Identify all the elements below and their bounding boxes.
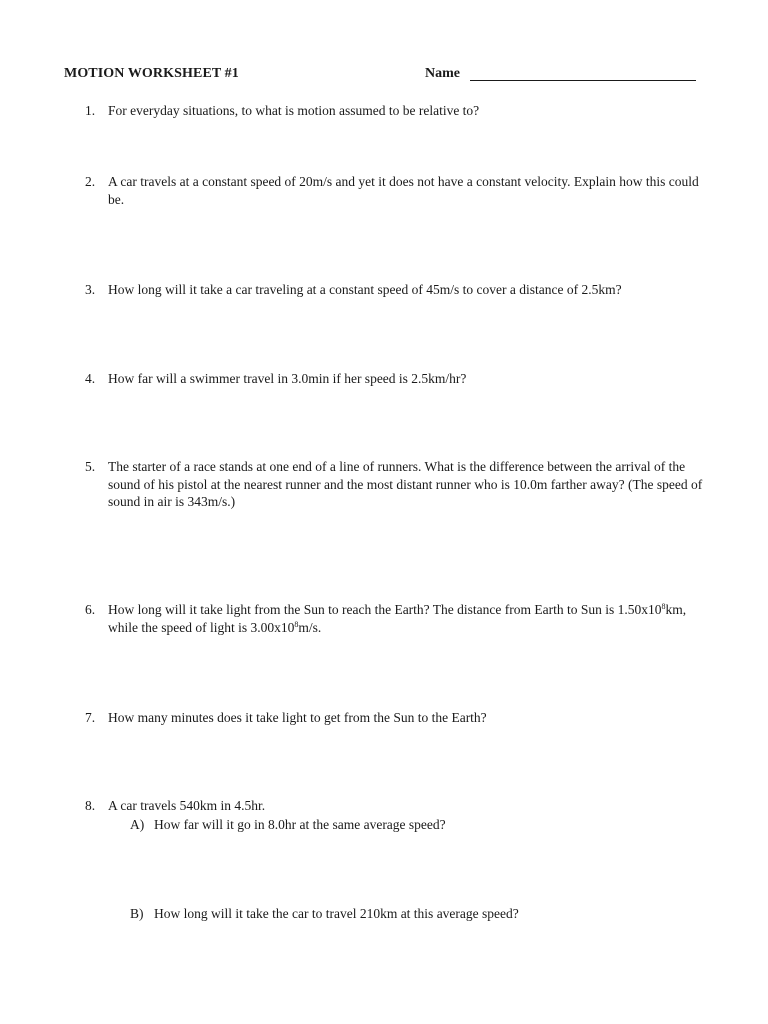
question-text: A car travels 540km in 4.5hr.	[108, 798, 266, 813]
question-text-part: km, while the speed of light is 3.00x10	[108, 602, 687, 635]
question-text: The starter of a race stands at one end of a line of runners. What is the difference between the arrival of the sound of his pistol at the nearest runner and the most distant runner who is 10.0m farther away? (The speed of sound in air is 343m/s.)	[108, 459, 703, 509]
question-text: How far will a swimmer travel in 3.0min if her speed is 2.5km/hr?	[108, 371, 467, 386]
question-number: 7.	[85, 710, 96, 725]
name-label: Name	[425, 66, 460, 81]
exponent: 8	[294, 619, 299, 629]
question-text	[108, 601, 713, 636]
question-text-part: m/s.	[298, 619, 322, 635]
question-number: 5.	[85, 459, 96, 474]
question-text: How long will it take a car traveling at a constant speed of 45m/s to cover a distance of 2.5km?	[108, 282, 622, 297]
question-number: 4.	[85, 371, 96, 386]
question-number: 3.	[85, 282, 96, 297]
question-text: How many minutes does it take light to get from the Sun to the Earth?	[108, 710, 487, 725]
question-number: 8.	[85, 798, 96, 813]
worksheet-title: MOTION WORKSHEET #1	[64, 66, 239, 81]
part-text: How long will it take the car to travel 210km at this average speed?	[154, 906, 519, 921]
part-letter: B)	[130, 906, 144, 921]
part-letter: A)	[130, 817, 145, 832]
question-text: For everyday situations, to what is motion assumed to be relative to?	[108, 103, 480, 118]
question-number: 1.	[85, 103, 96, 118]
exponent: 8	[661, 602, 666, 611]
part-text: How far will it go in 8.0hr at the same average speed?	[154, 817, 446, 832]
question-text-part: How long will it take light from the Sun to reach the Earth? The distance from Earth to Sun is 1.50x10	[108, 602, 662, 617]
question-number: 6.	[85, 602, 96, 617]
question-text: A car travels at a constant speed of 20m/s and yet it does not have a constant velocity. Explain how this could be.	[108, 174, 699, 207]
name-blank-line	[470, 80, 696, 81]
question-number: 2.	[85, 174, 96, 189]
